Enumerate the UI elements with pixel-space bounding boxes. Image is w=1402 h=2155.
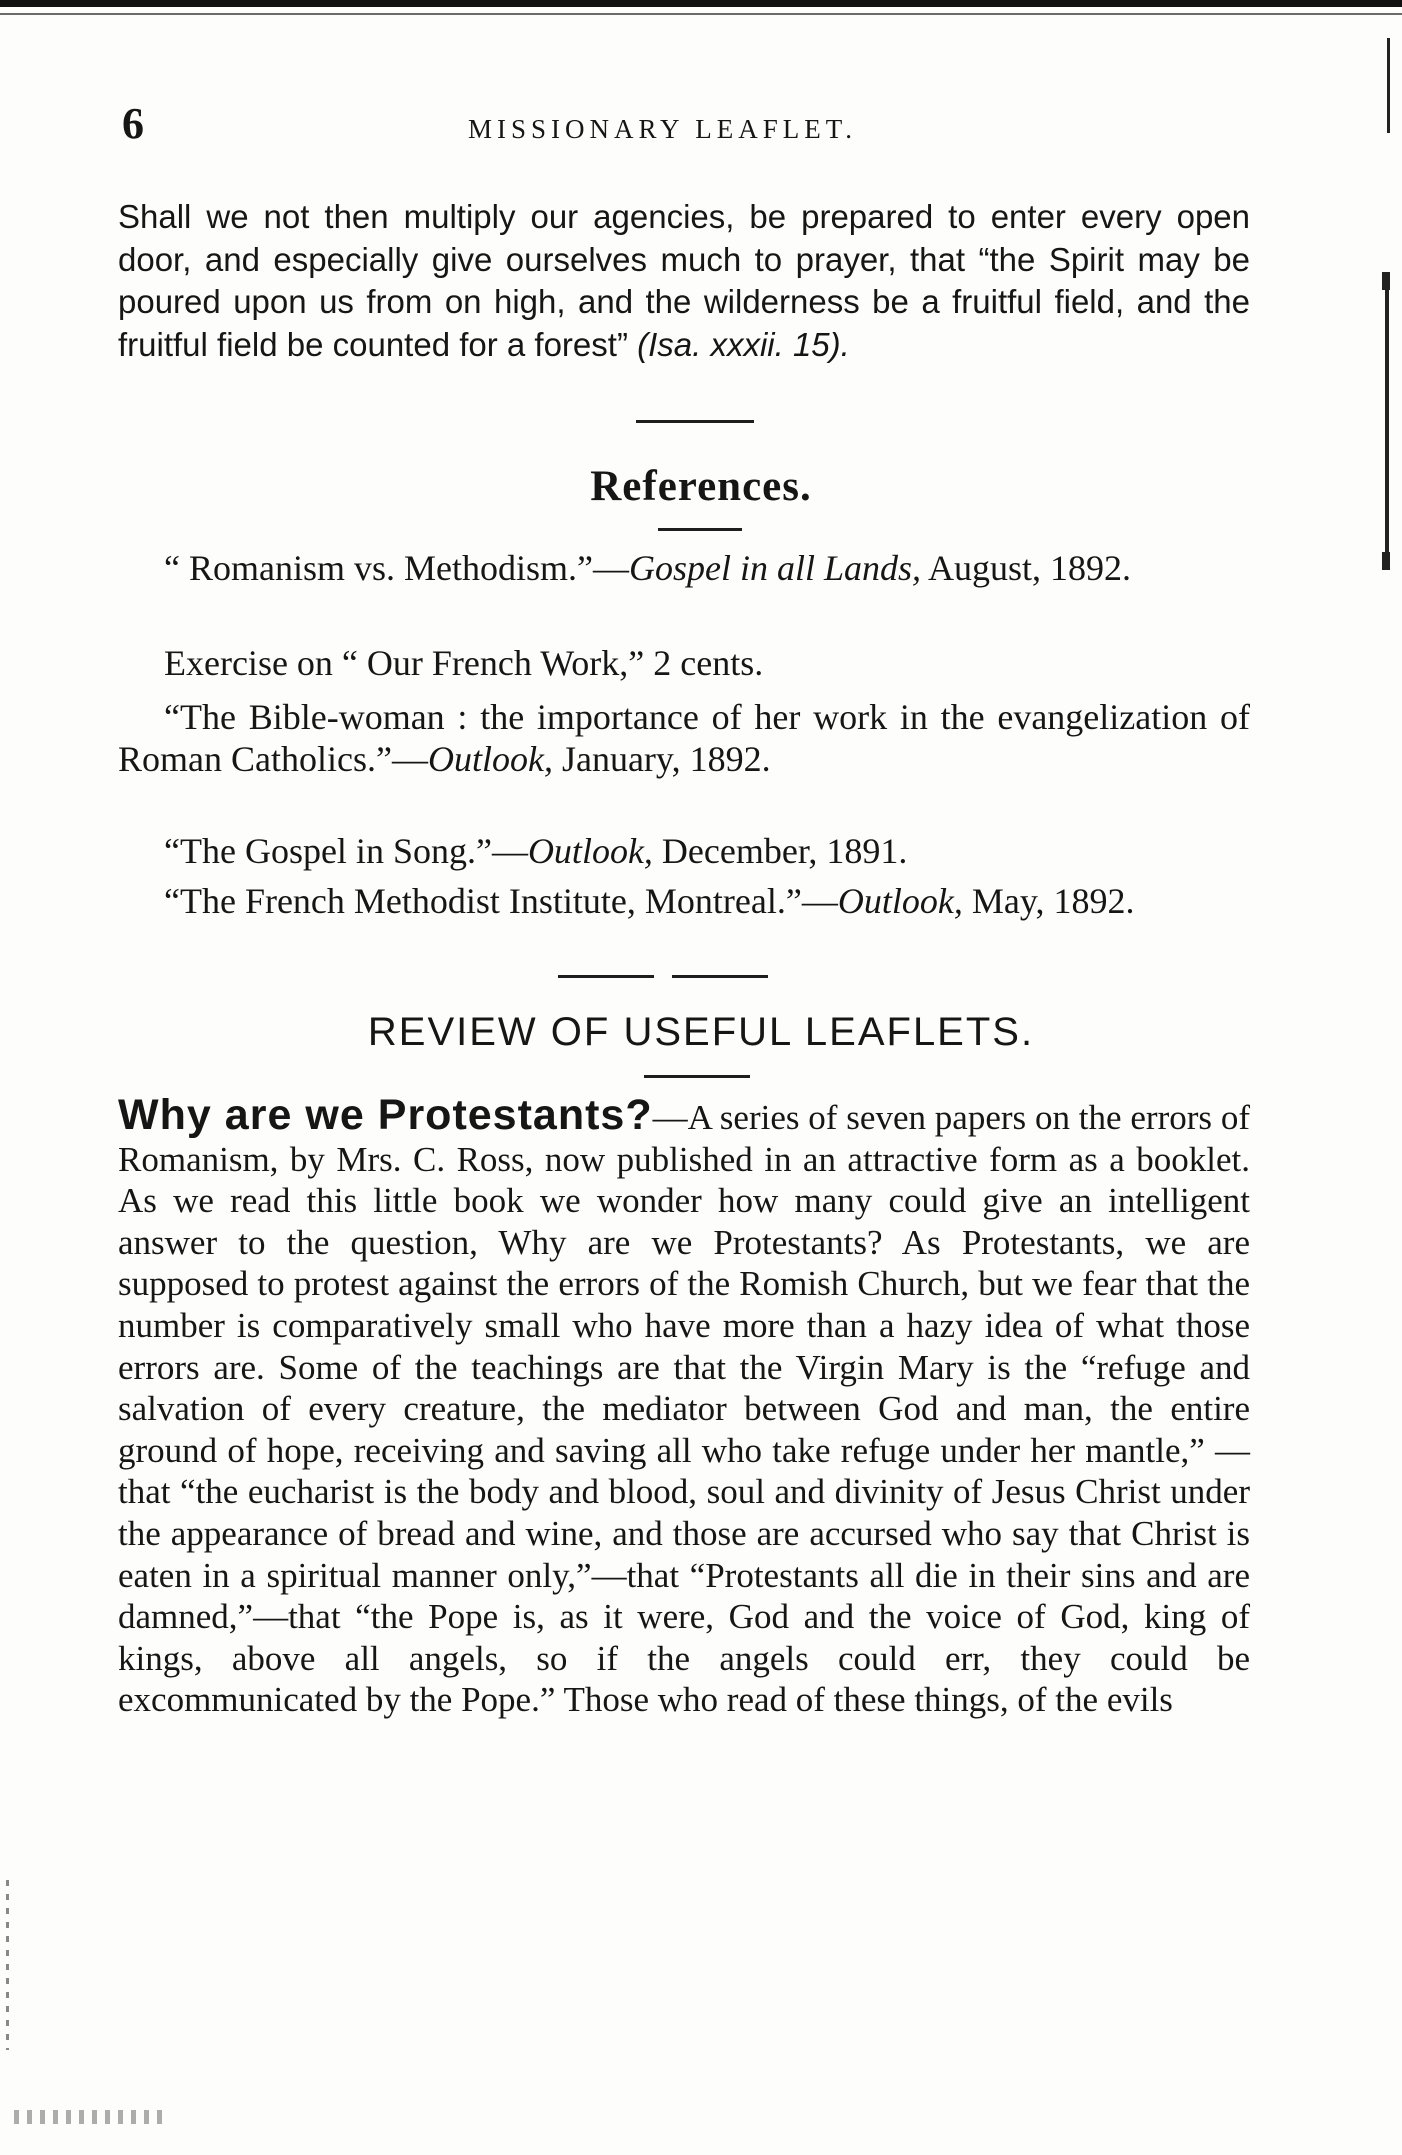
divider-rule	[636, 420, 754, 423]
intro-paragraph	[118, 196, 1250, 366]
reference-title: “The Bible-woman : the importance of her work in the evangelization of Roman Catholics.”—	[118, 697, 1250, 779]
reference-title: “The Gospel in Song.”—	[164, 831, 528, 871]
reference-source: Gospel in all Lands,	[628, 548, 922, 588]
intro-citation: (Isa. xxxii. 15).	[637, 325, 850, 363]
reference-date: August, 1892.	[921, 548, 1132, 588]
divider-rule	[558, 975, 654, 978]
margin-bracket	[1376, 276, 1389, 568]
review-heading: REVIEW OF USEFUL LEAFLETS.	[367, 1010, 1035, 1054]
reference-item	[118, 880, 1250, 922]
margin-bracket-tick-top	[1382, 272, 1390, 290]
reference-source: Outlook,	[427, 739, 553, 779]
reference-title: “The French Methodist Institute, Montreal.”—	[164, 881, 838, 921]
divider-rule	[658, 528, 742, 531]
divider-rule	[672, 975, 768, 978]
review-paragraph	[118, 1091, 1250, 1721]
reference-date: January, 1892.	[552, 739, 771, 779]
reference-title: Exercise on “ Our French Work,” 2 cents.	[164, 643, 764, 683]
page-number: 6	[122, 99, 144, 148]
running-title: MISSIONARY LEAFLET.	[468, 114, 858, 144]
divider-rule	[644, 1075, 750, 1078]
margin-bracket-tick-bottom	[1382, 552, 1390, 570]
scan-edge-left	[6, 1880, 9, 2050]
reference-source: Outlook,	[527, 831, 653, 871]
intro-text: Shall we not then multiply our agencies, be prepared to enter every open door, and especially give ourselves much to prayer, that “the Spirit may be poured upon us from on high, and the wilderness be a fruitful field, and the fruitful field be counted for a forest”	[118, 198, 1250, 363]
reference-source: Outlook,	[837, 881, 963, 921]
reference-item	[118, 547, 1250, 589]
reference-title: “ Romanism vs. Methodism.”—	[164, 548, 629, 588]
review-body: —A series of seven papers on the errors of Romanism, by Mrs. C. Ross, now published in an attractive form as a booklet. As we read this little book we wonder how many could give an intelligent answer to the question, Why are we Protestants? As Protestants, we are supposed to protest against the errors of the Romish Church, but we fear that the number is comparatively small who have more than a hazy idea of what those errors are. Some of the teachings are that the Virgin Mary is the “refuge and salvation of every creature, the mediator between God and man, the entire ground of hope, receiving and saving all who take refuge under her mantle,” —that “the eucharist is the body and blood, soul and divinity of Jesus Christ under the appearance of bread and wine, and those are accursed who say that Christ is eaten in a spiritual manner only,”—that “Protestants all die in their sins and are damned,”—that “the Pope is, as it were, God and the voice of God, king of kings, above all angels, so if the angels could err, they could be excommunicated by the Pope.” Those who read of these things, of the evils	[118, 1098, 1250, 1720]
reference-item	[118, 830, 1250, 872]
scan-edge-top-line	[0, 13, 1402, 15]
reference-item	[118, 696, 1250, 780]
scan-noise-bottom	[14, 2110, 164, 2124]
review-lead: Why are we Protestants?	[118, 1091, 653, 1139]
page-header	[122, 98, 1262, 158]
reference-item	[118, 642, 1250, 684]
reference-date: May, 1892.	[962, 881, 1135, 921]
scan-edge-right	[1387, 38, 1390, 133]
reference-date: December, 1891.	[652, 831, 908, 871]
references-heading: References.	[590, 463, 812, 510]
scan-edge-top	[0, 0, 1402, 7]
